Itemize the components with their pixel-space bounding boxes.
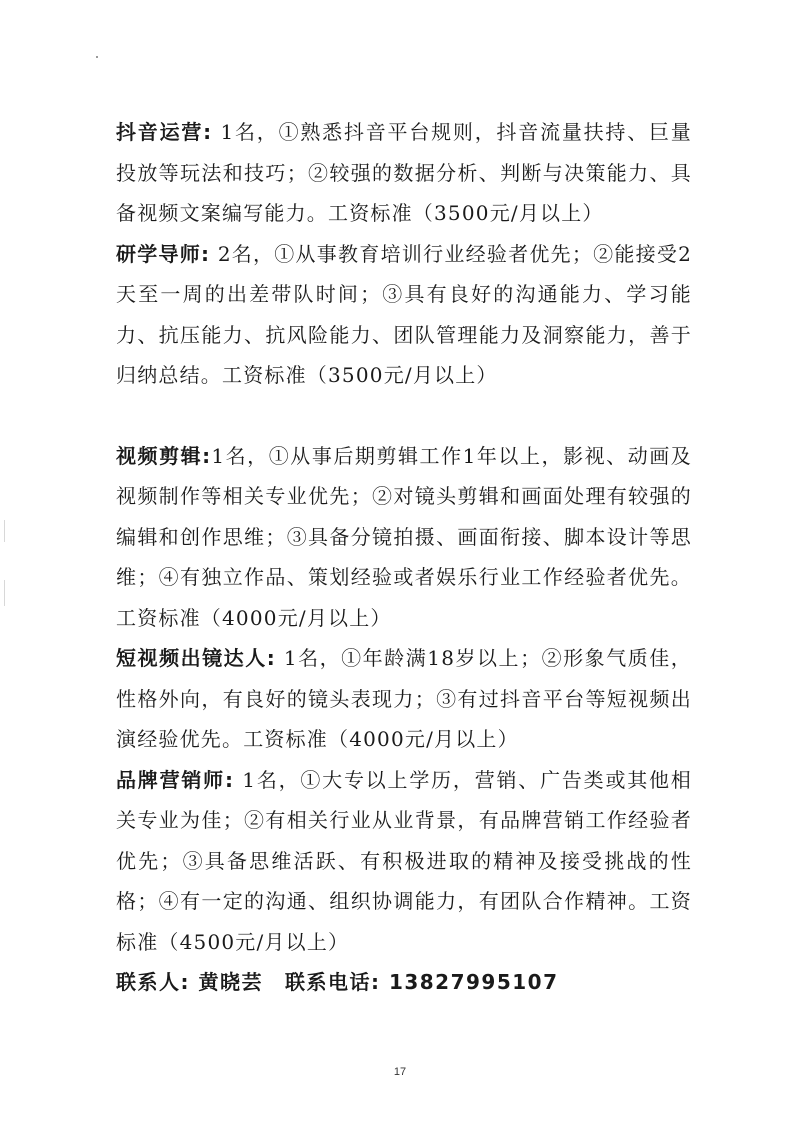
job-study-tour-mentor (116, 234, 692, 396)
contact-phone-label: 联系电话: (284, 970, 381, 994)
job-title: 研学导师: (116, 241, 211, 266)
job-title: 短视频出镜达人: (116, 646, 276, 670)
page-number: 17 (393, 1066, 407, 1078)
job-description: 1名，①从事后期剪辑工作1年以上，影视、动画及视频制作等相关专业优先；②对镜头剪辑和画面处理有较强的编辑和创作思维；③具备分镜拍摄、画面衔接、脚本设计等思维；④有独立作品、策划经验或者娱乐行业工作经验者优先。工资标准（4000元/月以上） (116, 443, 692, 630)
scan-edge-mark (4, 520, 5, 542)
job-description: 1名，①熟悉抖音平台规则，抖音流量扶持、巨量投放等玩法和技巧；②较强的数据分析、判断与决策能力、具备视频文案编写能力。工资标准（3500元/月以上） (116, 120, 692, 225)
job-brand-marketer (116, 760, 692, 963)
job-title: 品牌营销师: (116, 767, 235, 792)
scan-edge-mark (4, 580, 5, 606)
job-description: 1名，①大专以上学历，营销、广告类或其他相关专业为佳；②有相关行业从业背景，有品牌营销工作经验者优先；③具备思维活跃、有积极进取的精神及接受挑战的性格；④有一定的沟通、组织协调能力，有团队合作精神。工资标准（4500元/月以上） (116, 767, 693, 954)
job-description: 2名，①从事教育培训行业经验者优先；②能接受2天至一周的出差带队时间；③具有良好的沟通能力、学习能力、抗压能力、抗风险能力、团队管理能力及洞察能力，善于归纳总结。工资标准（3500元/月以上） (116, 241, 693, 387)
blank-line (116, 396, 692, 436)
document-body (116, 112, 692, 1002)
job-short-video-talent (116, 638, 692, 760)
scan-dot (96, 56, 98, 58)
contact-phone-number: 13827995107 (388, 970, 559, 994)
job-title: 视频剪辑: (116, 443, 212, 468)
job-description: 1名，①年龄满18岁以上；②形象气质佳，性格外向，有良好的镜头表现力；③有过抖音平台等短视频出演经验优先。工资标准（4000元/月以上） (116, 646, 692, 751)
contact-person-name: 黄晓芸 (198, 970, 263, 994)
contact-line (116, 962, 692, 1002)
job-title: 抖音运营: (116, 120, 213, 144)
job-video-editor (116, 436, 692, 639)
job-douyin-operations (116, 112, 692, 234)
contact-person-label: 联系人: (116, 970, 190, 994)
